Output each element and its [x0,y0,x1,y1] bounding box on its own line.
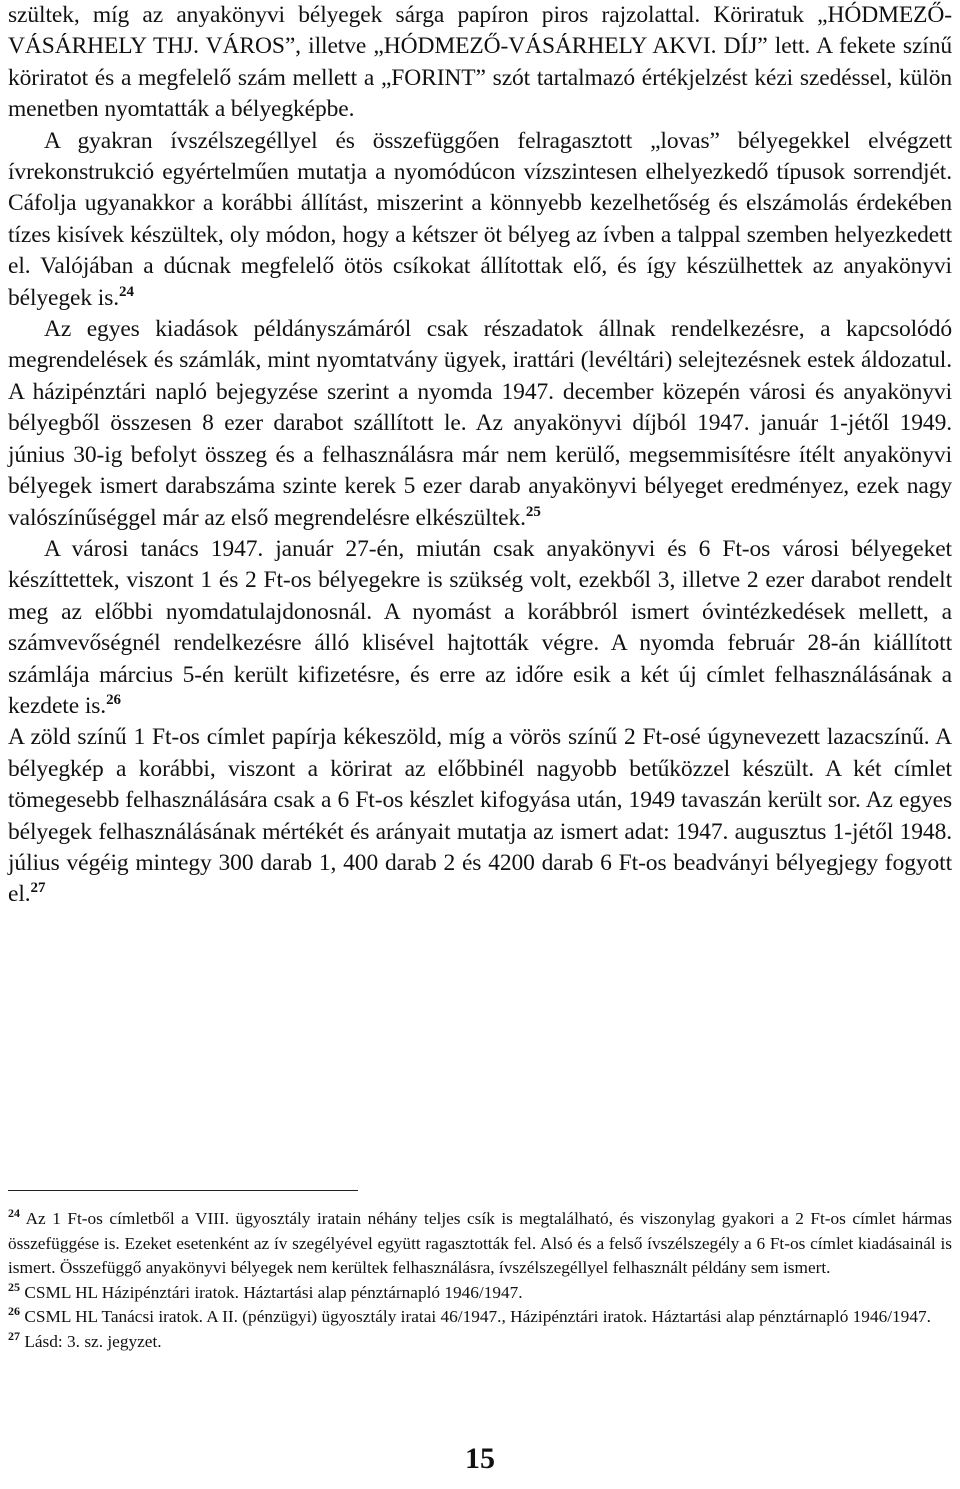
footnote-number: 26 [8,1304,20,1319]
paragraph-4-text: A városi tanács 1947. január 27-én, miután csak anyakönyvi és 6 Ft-os városi bélyegeket készíttettek, viszont 1 és 2 Ft-os bélyegekre is szükség volt, ezekből 3, illetve 2 ezer darabot rendelt meg az előbbi nyomdatulajdonosnál. A nyomást a korábbról ismert óvintézkedések mellett, a számvevőségnél rendelkezésre álló klisével hajtották végre. A nyomda február 28-án kiállított számlája március 5-én került kifizetésre, és erre az időre esik a két új címlet felhasználásának a kezdete is. [8,535,952,719]
document-page [8,0,952,1489]
footnote-26 [8,1305,952,1330]
footnote-text: Az 1 Ft-os címletből a VIII. ügyosztály iratain néhány teljes csík is megtalálható, és viszonylag gyakori a 2 Ft-os címlet hármas összefüggése is. Ezeket esetenként az ív szegélyével együtt ragasztották fel. Alsó és a felső ívszélszegély a 6 Ft-os címlet kiadásainál is ismert. Összefüggő anyakönyvi bélyegek nem kerültek felhasználásra, ívszélszegéllyel felhasznált példány sem ismert. [8,1209,952,1278]
footnote-divider [8,1190,358,1191]
paragraph-3-text: Az egyes kiadások példányszámáról csak részadatok állnak rendelkezésre, a kapcsolódó megrendelések és számlák, mint nyomtatvány ügyek, irattári (levéltári) selejtezésnek estek áldozatul. A házipénztári napló bejegyzése szerint a nyomda 1947. december közepén városi és anyakönyvi bélyegből összesen 8 ezer darabot szállított le. Az anyakönyvi díjból 1947. január 1-jétől 1949. június 30-ig befolyt összeg és a felhasználásra már nem kerülő, megsemmisítésre ítélt anyakönyvi bélyegek ismert darabszáma szinte kerek 5 ezer darab anyakönyvi bélyeget eredményez, ezek nagy valószínűséggel már az első megrendelésre elkészültek. [8,316,952,531]
page-number: 15 [465,1442,495,1475]
footnote-24 [8,1207,952,1281]
footnote-text: CSML HL Házipénztári iratok. Háztartási alap pénztárnapló 1946/1947. [24,1282,523,1302]
paragraph-3 [8,314,952,534]
body-text [8,0,952,911]
footnote-number: 27 [8,1329,20,1344]
paragraph-5-text: A zöld színű 1 Ft-os címlet papírja kékeszöld, míg a vörös színű 2 Ft-osé úgynevezett lazacszínű. A bélyegkép a korábbi, viszont a körirat az előbbinél nagyobb betűközzel készült. A két címlet tömegesebb felhasználására csak a 6 Ft-os készlet kifogyása után, 1949 tavaszán került sor. Az egyes bélyegek felhasználásának mértékét és arányait mutatja az ismert adat: 1947. augusztus 1-jétől 1948. július végéig mintegy 300 darab 1, 400 darab 2 és 4200 darab 6 Ft-os beadványi bélyegjegy fogyott el. [8,724,952,908]
paragraph-2-text: A gyakran ívszélszegéllyel és összefüggően felragasztott „lovas” bélyegekkel elvégzett ívrekonstrukció egyértelműen mutatja a nyomódúcon vízszintesen elhelyezkedő típusok sorrendjét. Cáfolja ugyanakkor a korábbi állítást, miszerint a könnyebb kezelhetőség és elszámolás érdekében tízes kisívek készültek, oly módon, hogy a kétszer öt bélyeg az ívben a talppal szemben helyezkedett el. Valójában a dúcnak megfelelő ötös csíkokat állítottak elő, és így készülhettek az anyakönyvi bélyegek is. [8,127,952,311]
footnote-number: 24 [8,1206,20,1221]
paragraph-1-text: szültek, míg az anyakönyvi bélyegek sárga papíron piros rajzolattal. Köriratuk „HÓDMEZŐ-VÁSÁRHELY THJ. VÁROS”, illetve „HÓDMEZŐ-VÁSÁRHELY AKVI. DÍJ” lett. A fekete színű köriratot és a megfelelő szám mellett a „FORINT” szót tartalmazó értékjelzést kézi szedéssel, külön menetben nyomtatták a bélyegképbe. [8,2,952,123]
footnote-ref-25[interactable]: 25 [525,503,541,520]
footnote-ref-27[interactable]: 27 [30,880,46,897]
footnote-number: 25 [8,1280,20,1295]
paragraph-5 [8,722,952,910]
footnotes [8,1207,952,1355]
footnote-text: Lásd: 3. sz. jegyzet. [24,1331,162,1351]
footnote-text: CSML HL Tanácsi iratok. A II. (pénzügyi) ügyosztály iratai 46/1947., Házipénztári iratok. Háztartási alap pénztárnapló 1946/1947. [24,1307,931,1327]
footnote-27 [8,1330,952,1355]
footnote-ref-24[interactable]: 24 [119,283,134,300]
paragraph-1 [8,0,952,126]
paragraph-2 [8,126,952,314]
footnote-ref-26[interactable]: 26 [106,692,121,709]
footnote-25 [8,1281,952,1306]
paragraph-4 [8,534,952,722]
